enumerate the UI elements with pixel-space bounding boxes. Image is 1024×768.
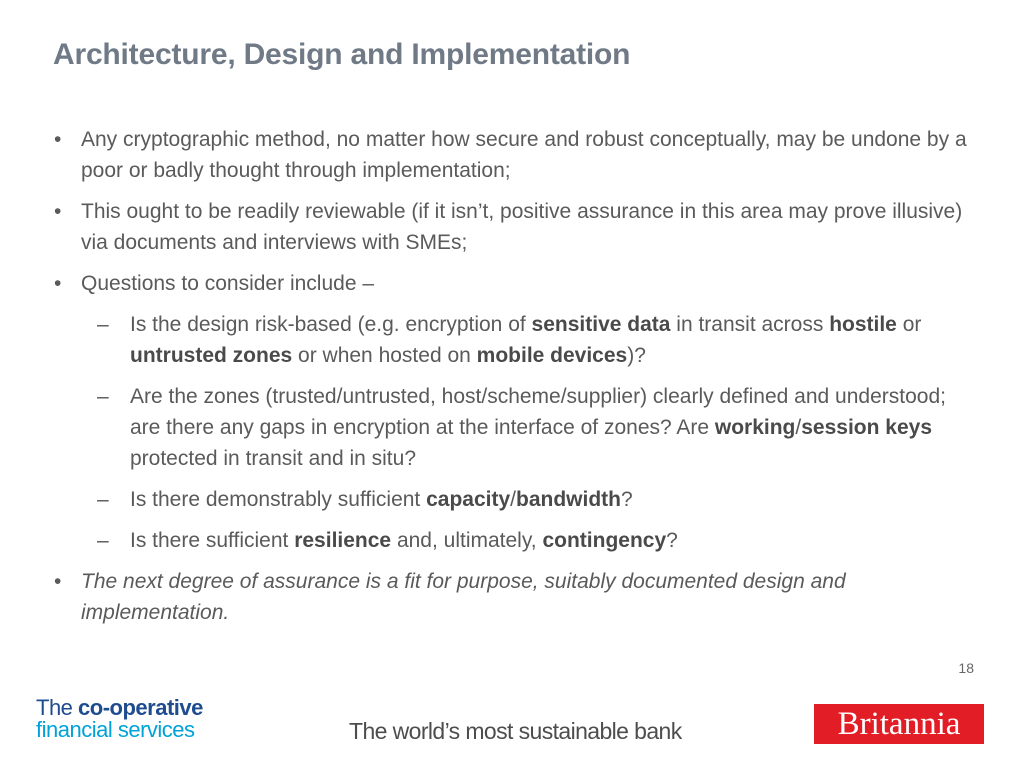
coop-logo-line1: The co-operative — [36, 695, 203, 720]
page-number: 18 — [958, 660, 974, 676]
bullet-item — [52, 124, 982, 186]
tagline: The world’s most sustainable bank — [349, 718, 682, 744]
sub-bullet-item — [52, 309, 982, 371]
sub-bullet-marker: – — [97, 529, 109, 552]
bullet-text: The next degree of assurance is a fit for purpose, suitably documented design and implementation. — [81, 570, 846, 624]
emphasis: capacity — [426, 488, 511, 511]
sub-bullet-marker: – — [97, 385, 109, 408]
sub-bullet-text: Are the zones (trusted/untrusted, host/scheme/supplier) clearly defined and understood; are there any gaps in encryption at the interface of zones? Are working/session keys protected in transit and in situ? — [130, 385, 946, 470]
bullet-item — [52, 566, 982, 628]
emphasis: untrusted zones — [130, 344, 293, 367]
sub-bullet-text: Is there sufficient resilience and, ultimately, contingency? — [130, 529, 678, 552]
emphasis: resilience — [294, 529, 392, 552]
bullet-marker: • — [54, 570, 62, 593]
emphasis: sensitive data — [531, 313, 671, 336]
emphasis: hostile — [829, 313, 897, 336]
bullet-item — [52, 196, 982, 258]
bullet-text: This ought to be readily reviewable (if it isn’t, positive assurance in this area may prove illusive) via documents and interviews with SMEs; — [81, 200, 963, 254]
bullet-marker: • — [54, 128, 62, 151]
slide-body — [52, 124, 982, 638]
coop-logo-line2: financial services — [36, 717, 195, 742]
emphasis: contingency — [542, 529, 667, 552]
sub-bullet-item — [52, 381, 982, 474]
bullet-text: Any cryptographic method, no matter how secure and robust conceptually, may be undone by a poor or badly thought through implementation; — [81, 128, 967, 182]
sub-bullet-item — [52, 484, 982, 515]
sub-bullet-text: Is the design risk-based (e.g. encryption of sensitive data in transit across hostile or untrusted zones or when hosted on mobile devices)? — [130, 313, 922, 367]
emphasis: session keys — [801, 416, 932, 439]
britannia-logo: Britannia — [814, 704, 984, 744]
sub-bullet-item — [52, 525, 982, 556]
bullet-text: Questions to consider include – — [81, 272, 375, 295]
slide-title: Architecture, Design and Implementation — [53, 38, 631, 71]
coop-logo — [36, 697, 203, 741]
emphasis: bandwidth — [516, 488, 621, 511]
sub-bullet-text: Is there demonstrably sufficient capacity/bandwidth? — [130, 488, 633, 511]
emphasis: working — [714, 416, 796, 439]
bullet-marker: • — [54, 272, 62, 295]
sub-bullet-marker: – — [97, 488, 109, 511]
bullet-item — [52, 268, 982, 299]
sub-bullet-marker: – — [97, 313, 109, 336]
emphasis: mobile devices — [476, 344, 628, 367]
bullet-marker: • — [54, 200, 62, 223]
